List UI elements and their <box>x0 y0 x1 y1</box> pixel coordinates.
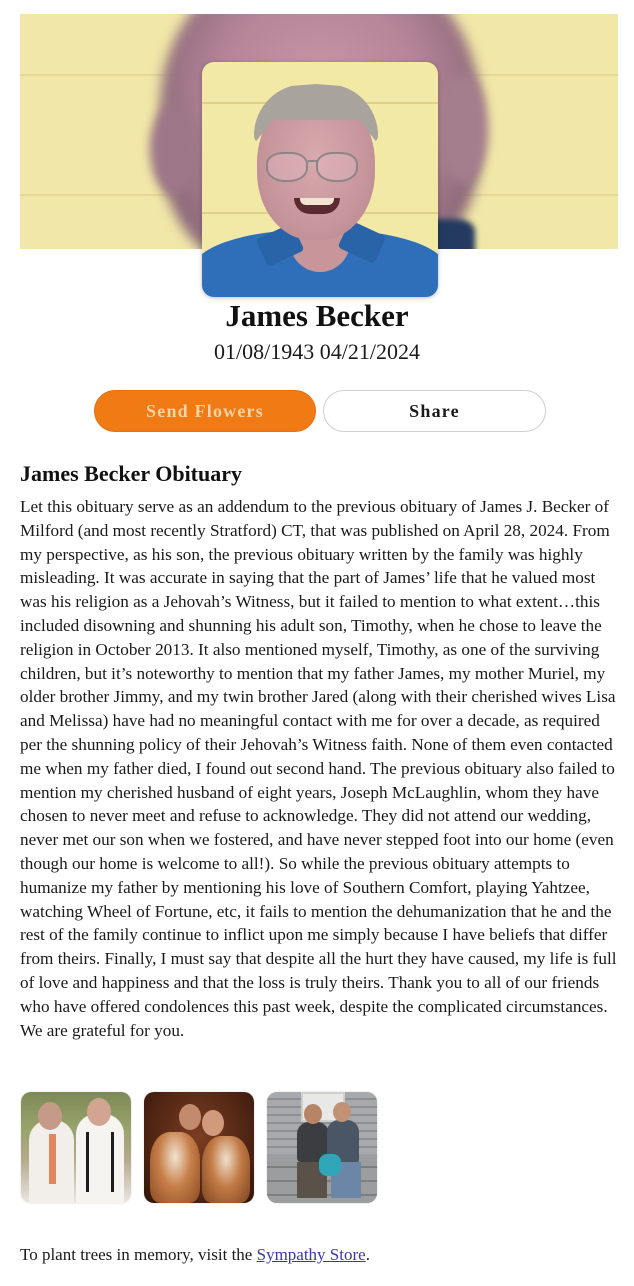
portrait-glasses <box>266 152 308 182</box>
photo-head <box>304 1104 322 1124</box>
photo-head <box>202 1110 224 1136</box>
photo-head <box>38 1102 62 1130</box>
banner-blurred-ear <box>150 104 200 194</box>
photo-child <box>319 1154 341 1176</box>
gallery-photo-2[interactable] <box>144 1092 254 1203</box>
photo-head <box>87 1098 111 1126</box>
portrait-photo <box>202 62 438 297</box>
photo-tie <box>49 1134 56 1184</box>
tree-planting-note <box>20 1245 370 1265</box>
photo-gallery <box>21 1092 377 1203</box>
photo-suspender <box>86 1132 89 1192</box>
banner-blurred-ear <box>438 74 488 184</box>
photo-dog <box>150 1132 200 1203</box>
photo-suspender <box>111 1132 114 1192</box>
deceased-name: James Becker <box>225 298 409 333</box>
gallery-photo-3[interactable] <box>267 1092 377 1203</box>
photo-dog <box>202 1136 250 1203</box>
photo-person <box>76 1114 124 1203</box>
sympathy-store-link[interactable]: Sympathy Store <box>256 1245 366 1264</box>
portrait-glasses-bridge <box>308 160 318 162</box>
portrait-teeth <box>300 198 334 205</box>
footer-period: . <box>365 1245 370 1264</box>
share-button[interactable]: Share <box>323 390 546 432</box>
send-flowers-button[interactable]: Send Flowers <box>94 390 316 432</box>
gallery-photo-1[interactable] <box>21 1092 131 1203</box>
obituary-body: Let this obituary serve as an addendum to the previous obituary of James J. Becker of Milford (and most recently Stratford) CT, that was published on April 28, 2024. From my perspective, as his son, the previous obituary written by the family was highly misleading. It was accurate in saying that the part of James’ life that he valued most was his religion as a Jehovah’s Witness, but it failed to mention to what extent…this included disowning and shunning his adult son, Timothy, when he chose to leave the religion in October 2013. It also mentioned myself, Timothy, as one of the surviving children, but it’s noteworthy to mention that my father James, my mother Muriel, my older brother Jimmy, and my twin brother Jared (along with their cherished wives Lisa and Melissa) have had no meaningful contact with me for over a decade, as required per the shunning policy of their Jehovah’s Witness faith. None of them even contacted me when my father died, I found out second hand. The previous obituary also failed to mention my cherished husband of eight years, Joseph McLaughlin, whom they have chosen to never meet and refuse to acknowledge. They did not attend our wedding, never met our son when we fostered, and have never stepped foot into our home (even though our home is welcome to all!). So while the previous obituary attempts to humanize my father by mentioning his love of Southern Comfort, playing Yahtzee, watching Wheel of Fortune, etc, it fails to mention the dehumanization that he and the rest of the family continue to inflict upon me simply because I have beliefs that differ from theirs. Finally, I must say that despite all the hurt they have caused, my life is full of love and happiness and that the loss is truly theirs. Thank you to all of our friends who have offered condolences this past week, despite the complicated circumstances. We are grateful for you. <box>20 497 617 1040</box>
photo-head <box>333 1102 351 1122</box>
photo-head <box>179 1104 201 1130</box>
portrait-glasses <box>316 152 358 182</box>
footer-text: To plant trees in memory, visit the <box>20 1245 257 1264</box>
obituary-title: James Becker Obituary <box>20 461 243 486</box>
life-dates: 01/08/1943 04/21/2024 <box>214 339 420 364</box>
